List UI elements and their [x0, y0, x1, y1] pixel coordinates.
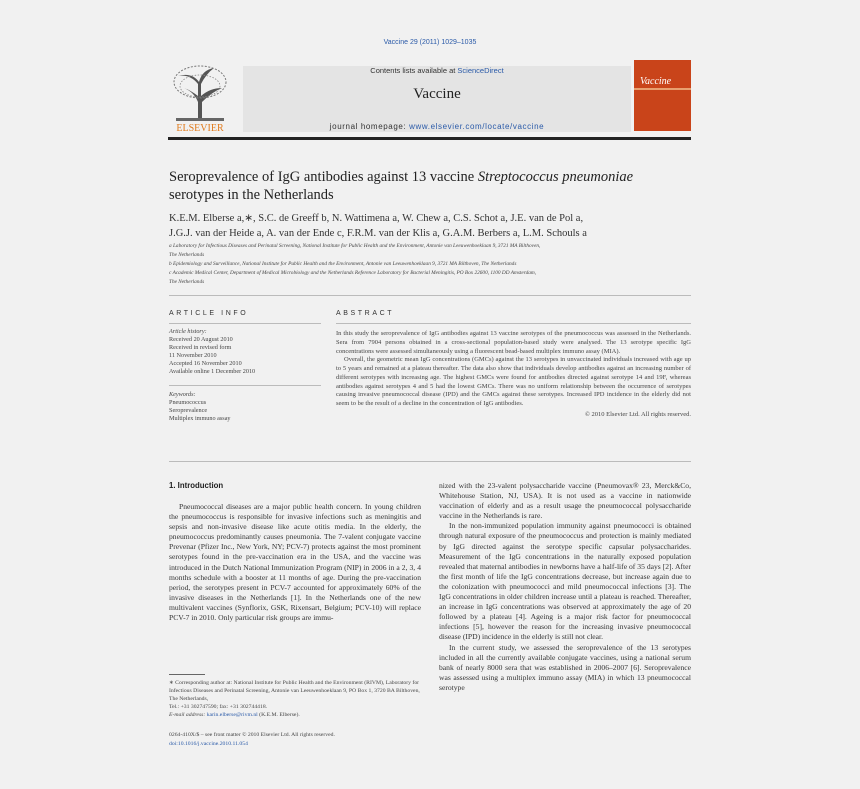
right-column: [439, 481, 691, 693]
divider: [169, 295, 691, 296]
title-species: Streptococcus pneumoniae: [477, 169, 634, 185]
body-paragraph: In the current study, we assessed the seroprevalence of the 13 serotypes included in all the currently available conjugate vaccines, using a national serum bank of nearly 8000 sera that was established in 2006–2007 [6]. Seroprevalence was assessed using a multiplex immuno assay (MIA) in which 13 pneumococcal serotype: [439, 642, 691, 692]
copyright-notice: © 2010 Elsevier Ltd. All rights reserved.: [584, 410, 691, 418]
body-paragraph: In the non-immunized population immunity against pneumococci is obtained through natural exposure of the pneumococcus and protection is mainly mediated by IgG directed against the serotype specific capsular polysaccharides. Measurement of the IgG concentrations in the naturally exposed population revealed that maternal antibodies in newborns have a half-life of 35 days [2]. After the first month of life the IgG concentrations decrease, but increase again due to the colonization with pneumococci and mild pneumococcal infections [3]. The IgG concentrations in older children increase until a plateau is reached. Thereafter, an increase in IgG concentrations was observed at approximately the age of 20 followed by a plateau [4]. Ageing is a major risk factor for pneumococcal infections [5], however the reason for the increasing invasive pneumococcal disease (IPD) incidence in the elderly is still not clear.: [439, 521, 691, 642]
authors-line-2: J.G.J. van der Heide a, A. van der Ende c, F.R.M. van der Klis a, G.A.M. Berbers a, L.M. Schouls a: [169, 228, 587, 239]
journal-citation: Vaccine 29 (2011) 1029–1035: [383, 39, 477, 46]
article-info-heading: ARTICLE INFO: [169, 310, 249, 317]
contents-line: [243, 66, 631, 75]
divider: [169, 323, 321, 324]
footnote-rule: [169, 674, 205, 675]
article-identifiers: [169, 731, 427, 749]
history-item: 11 November 2010: [169, 352, 217, 359]
issn-line: 0264-410X/$ – see front matter © 2010 Elsevier Ltd. All rights reserved.: [169, 732, 335, 738]
affiliation-a-cont: The Netherlands: [169, 252, 205, 258]
body-paragraph: nized with the 23-valent polysaccharide vaccine (Pneumovax® 23, Merck&Co, Whitehouse Station, NJ, USA). It is not used as a vaccine in nationwide vaccination of elderly and as a result usage the pneumococcal polysaccharide vaccine in the Netherlands is rare.: [439, 481, 691, 521]
affiliation-c: c Academic Medical Center, Department of Medical Microbiology and the Netherlands Reference Laboratory for Bacterial Meningitis, PO Box 22600, 1100 DD Amsterdam,: [169, 270, 537, 276]
title-part-1: Seroprevalence of IgG antibodies against 13 vaccine: [169, 169, 478, 185]
abstract-paragraph: In this study the seroprevalence of IgG antibodies against 13 vaccine serotypes of the pneumococcus was assessed in the Netherlands. Sera from 7904 persons obtained in a cross-sectional population-based study were analysed. The 13 serotype specific IgG concentrations were assessed simultaneously using a fluorescent bead-based multiplex immuno assay (MIA).: [336, 330, 691, 355]
email-link[interactable]: karin.elberse@rivm.nl: [206, 712, 258, 719]
history-item: Received in revised form: [169, 344, 232, 351]
email-label: E-mail address:: [169, 712, 207, 719]
homepage-prefix: journal homepage:: [329, 122, 410, 131]
authors-line-1: K.E.M. Elberse a,∗, S.C. de Greeff b, N. Wattimena a, W. Chew a, C.S. Schot a, J.E. van de Pol a,: [169, 213, 584, 224]
journal-name: Vaccine: [413, 86, 461, 102]
affiliation-a: a Laboratory for Infectious Diseases and Perinatal Screening, National Institute for Public Health and the Environment, Antonie van Leeuwenhoeklaan 9, 3721 MA Bilthoven,: [169, 243, 541, 249]
history-item: Accepted 16 November 2010: [169, 360, 242, 367]
contents-prefix: Contents lists available at: [370, 66, 458, 75]
email-suffix: (K.E.M. Elberse).: [257, 712, 300, 719]
elsevier-logo: [168, 62, 232, 134]
divider: [169, 385, 321, 386]
publisher-wordmark: ELSEVIER: [176, 123, 224, 134]
divider: [336, 323, 691, 324]
body-paragraph: Pneumococcal diseases are a major public health concern. In young children the pneumococcus is responsible for invasive infections such as meningitis and sepsis and non-invasive disease like acute otitis media. In the elderly, the pneumococcus predominantly causes pneumonia. The 7-valent conjugate vaccine Prevenar (Pfizer Inc., New York, NY; PCV-7) protects against the most prominent serotypes found in the pre-vaccination era in the USA, and the vaccine was introduced in the Dutch National Immunization Program (NIP) in 2006 in a 2, 3, 4 months schedule with a booster at 11 months of age. During the pre-vaccination period, the serotypes present in PCV-7 accounted for approximately 60% of the invasive diseases in the Netherlands [1]. In the Netherlands one of the new multivalent vaccines (Synflorix, GSK, Rixensart, Belgium; PCV-10) will replace PCV-7 in 2010. Only particular risk groups are immu-: [169, 502, 421, 623]
author-list: [169, 211, 691, 241]
divider: [169, 461, 691, 462]
journal-homepage: [243, 122, 631, 131]
section-heading: 1. Introduction: [169, 481, 224, 490]
corresponding-author: ∗ Corresponding author at: National Institute for Public Health and the Environment (RIVM), Laboratory for Infectious Diseases and Perinatal Screening, Antonie van Leeuwenhoeklaan 9, PO Box 1, 3720 BA Bilthoven, The Netherlands,: [169, 680, 420, 703]
left-column: [169, 502, 421, 623]
contact-phone: Tel.: +31 302747590; fax: +31 302744418.: [169, 704, 268, 711]
keyword: Seroprevalence: [169, 407, 208, 414]
footnote: [169, 679, 427, 719]
history-item: Received 20 August 2010: [169, 336, 233, 343]
keyword: Multiplex immuno assay: [169, 415, 231, 422]
cover-stripe: [634, 88, 691, 90]
keyword: Pneumococcus: [169, 399, 207, 406]
doi-link[interactable]: doi:10.1016/j.vaccine.2010.11.054: [169, 741, 248, 747]
history-label: Article history:: [169, 328, 207, 335]
title-part-2: serotypes in the Netherlands: [169, 187, 334, 203]
homepage-link[interactable]: www.elsevier.com/locate/vaccine: [409, 122, 545, 131]
abstract-heading: ABSTRACT: [336, 310, 395, 317]
elsevier-tree-icon: [168, 62, 232, 134]
header-rule: [168, 137, 691, 140]
article-title: [169, 168, 691, 204]
cover-title: Vaccine: [640, 76, 672, 87]
sciencedirect-link[interactable]: ScienceDirect: [457, 66, 504, 75]
affiliation-b: b Epidemiology and Surveillance, National Institute for Public Health and the Environment, Antonie van Leeuwenhoeklaan 9, 3721 MA Bilthoven, The Netherlands: [169, 261, 517, 267]
keywords-label: Keywords:: [169, 391, 196, 398]
history-item: Available online 1 December 2010: [169, 368, 256, 375]
affiliation-c-cont: The Netherlands: [169, 279, 205, 285]
abstract-paragraph: Overall, the geometric mean IgG concentrations (GMCs) against the 13 serotypes in unvaccinated individuals increased with age up to 5 years and remained at a plateau thereafter. The data also show that individuals develop antibodies against an increasing number of different serotypes with increasing age. The highest GMCs were found for antibodies directed against serotype 14 and 19F, whereas antibodies against serotypes 4 and 5 had the lowest GMCs. There was no uniform relationship between the occurrence of serotypes causing invasive pneumococcal disease (IPD) and the GMCs against these serotypes. Increased IPD incidence in the elderly did not seem to be the result of a decline in the concentration of IgG antibodies.: [336, 356, 691, 407]
abstract-body: [336, 330, 691, 420]
email-line: [169, 711, 427, 719]
journal-cover-thumbnail: [634, 60, 691, 131]
